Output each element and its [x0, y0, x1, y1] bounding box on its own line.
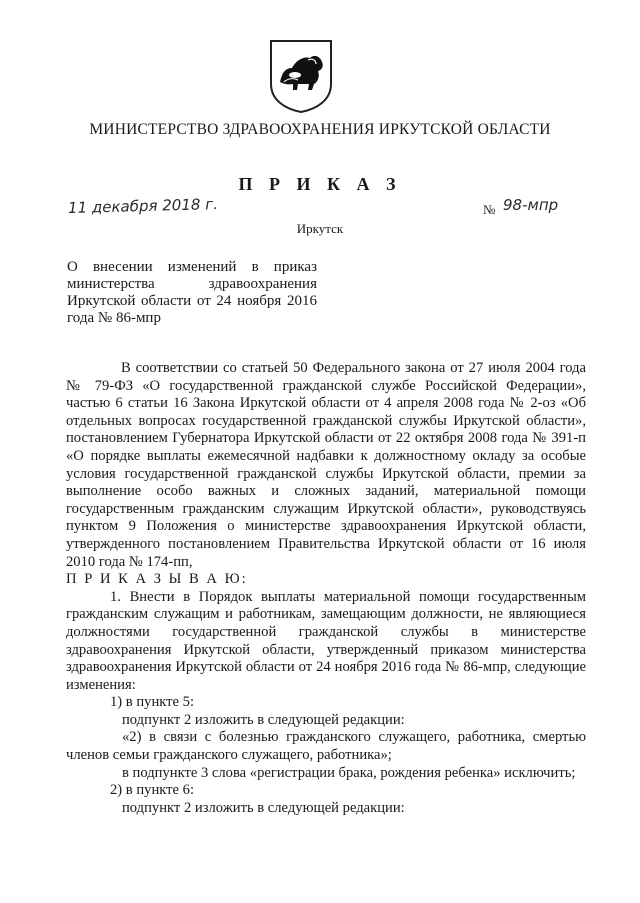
preamble: В соответствии со статьей 50 Федерального закона от 27 июля 2004 года № 79-ФЗ «О государственной гражданской службе Российской Федерации», частью 6 статьи 16 Закона Иркутской области от 4 апреля 2008 года № 2-оз «Об отдельных вопросах государственной гражданской службы Иркутской области», постановлением Губернатора Иркутской области от 22 октября 2008 года № 391-п «О порядке выплаты ежемесячной надбавки к должностному окладу за особые условия государственной гражданской службы Иркутской области, премии за выполнение особо важных и сложных заданий, материальной помощи государственным гражданским служащим Иркутской области», руководствуясь пунктом 9 Положения о министерстве здравоохранения Иркутской области, утвержденного постановлением Правительства Иркутской области от 16 июля 2010 года № 174-пп, [66, 360, 586, 570]
item-1: 1. Внести в Порядок выплаты материальной помощи государственным гражданским служащим и работникам, замещающим должности, не являющиеся должностями государственной гражданской службы в министерстве здравоохранения Иркутской области, утвержденный приказом министерства здравоохранения Иркутской области от 24 ноября 2016 года № 86-мпр, следующие изменения: [66, 588, 586, 693]
ministry-name: МИНИСТЕРСТВО ЗДРАВООХРАНЕНИЯ ИРКУТСКОЙ ОБЛАСТИ [89, 121, 551, 138]
city: Иркутск [296, 221, 344, 236]
order-word: П Р И К А З Ы В А Ю: [66, 571, 248, 588]
subitem-2: 2) в пункте 6: [110, 782, 195, 799]
document-type: П Р И К А З [238, 174, 402, 194]
subitem-2-a: подпункт 2 изложить в следующей редакции: [122, 799, 405, 816]
handwritten-date: 11 декабря 2018 г. [67, 195, 219, 217]
order-body [66, 360, 586, 817]
subitem-1-a: подпункт 2 изложить в следующей редакции: [122, 711, 405, 728]
handwritten-number: 98-мпр [503, 196, 559, 214]
coat-of-arms-icon [268, 38, 334, 114]
number-label: № [483, 202, 496, 217]
subitem-1-b: в подпункте 3 слова «регистрации брака, рождения ребенка» исключить; [122, 764, 576, 781]
subitem-1: 1) в пункте 5: [110, 694, 195, 711]
order-subject: О внесении изменений в приказ министерства здравоохранения Иркутской области от 24 ноября 2016 года № 86-мпр [67, 259, 317, 326]
subitem-1-quote: «2) в связи с болезнью гражданского служащего, работника, смертью членов семьи гражданского служащего, работника»; [66, 729, 586, 764]
